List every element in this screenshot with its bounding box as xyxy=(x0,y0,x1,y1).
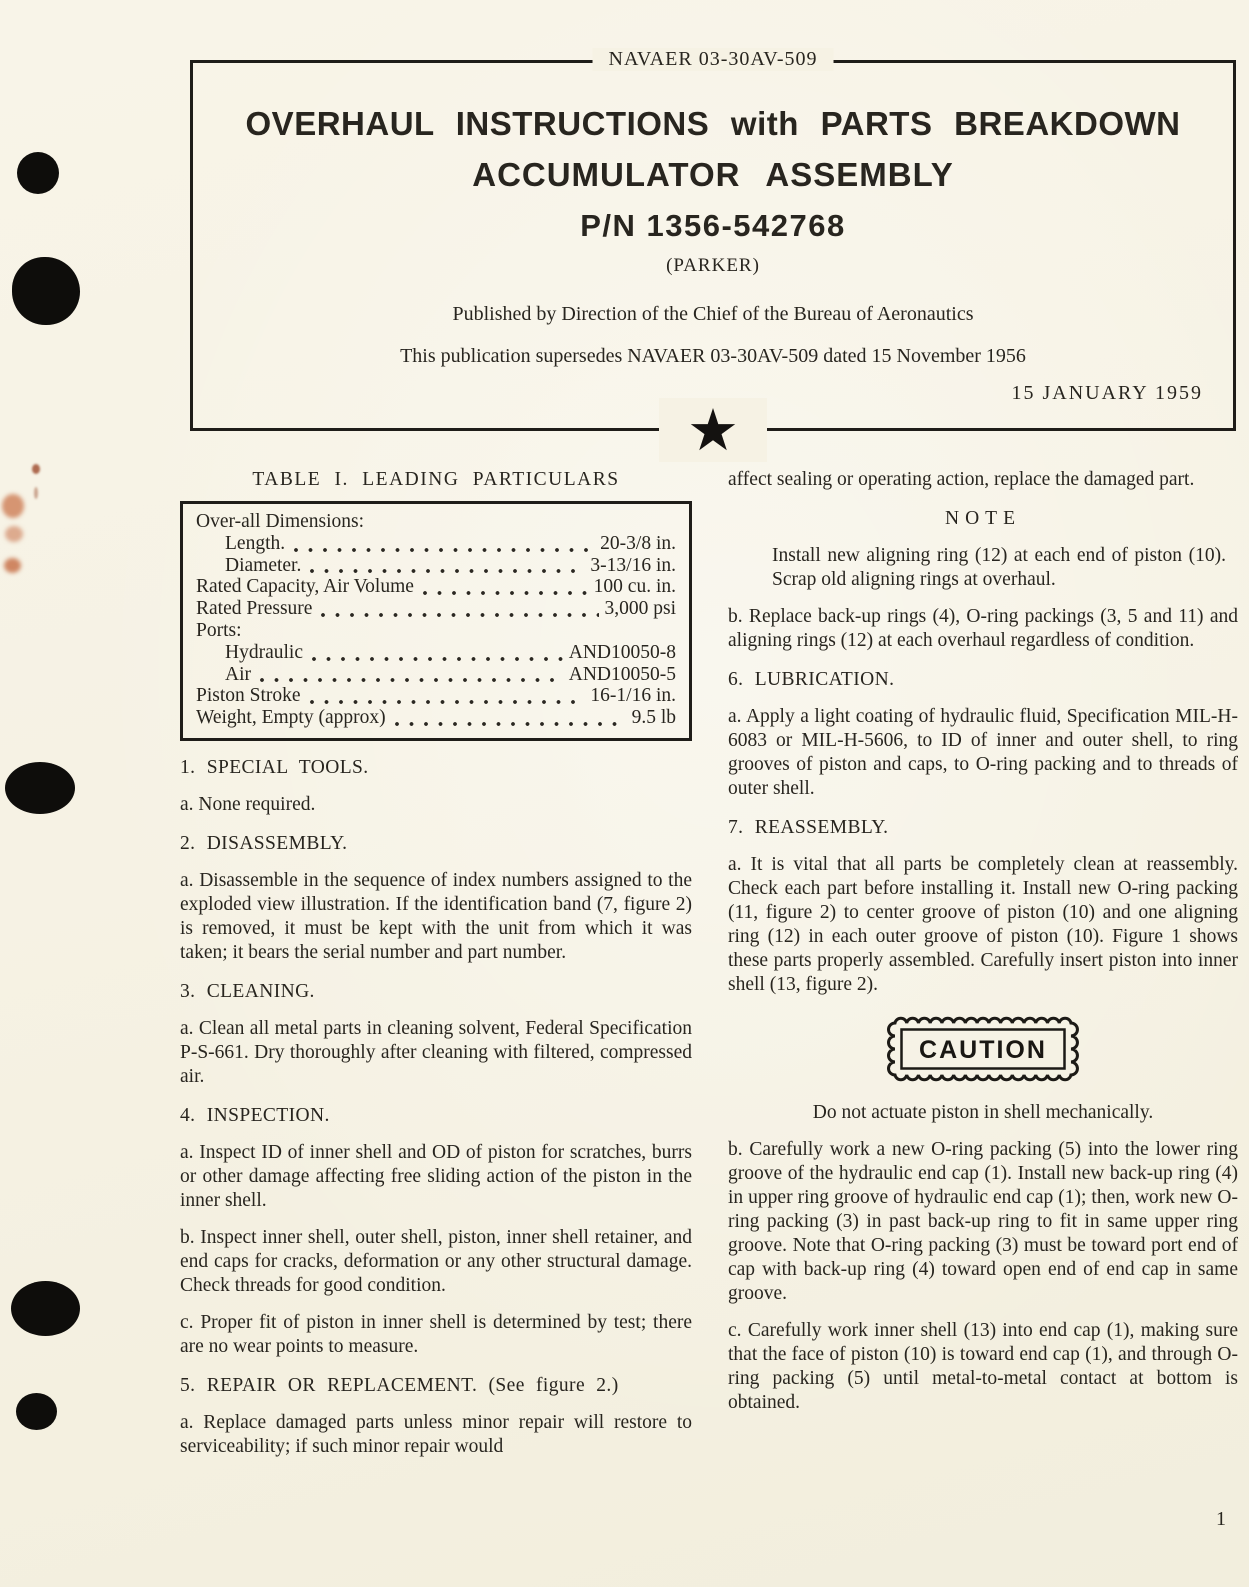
part-number: P/N 1356-542768 xyxy=(580,208,846,243)
table-row-value: 3-13/16 in. xyxy=(590,554,676,576)
dot-leader xyxy=(317,605,599,620)
table-row xyxy=(196,511,676,533)
leading-particulars-table xyxy=(180,501,692,741)
section-5-heading: 5. REPAIR OR REPLACEMENT. (See figure 2.) xyxy=(180,1374,619,1396)
binder-hole xyxy=(16,1393,57,1430)
table-row xyxy=(196,533,676,555)
caution-label: CAUTION xyxy=(919,1036,1047,1064)
table-row-label: Air xyxy=(225,663,251,685)
paper-stain xyxy=(5,526,23,542)
table-row xyxy=(196,707,676,729)
para-5a: a. Replace damaged parts unless minor repair will restore to serviceability; if such minor repair would xyxy=(180,1411,692,1457)
table-row-label: Hydraulic xyxy=(225,641,303,663)
para-7b: b. Carefully work a new O-ring packing (5) into the lower ring groove of the hydraulic end cap (1). Install new back-up ring (4) in upper ring groove of hydraulic end cap (1); then, work new O-ring packing (3) in past back-up ring to fit in same upper ring groove. Note that O-ring packing (3) must be toward port end of cap with back-up ring (4) toward open end of end cap in same groove. xyxy=(728,1139,1238,1304)
para-4c: c. Proper fit of piston in inner shell is determined by test; there are no wear points to measure. xyxy=(180,1311,692,1357)
para-3a: a. Clean all metal parts in cleaning solvent, Federal Specification P-S-661. Dry thoroughly after cleaning with filtered, compressed air. xyxy=(180,1017,692,1087)
table-row xyxy=(196,576,676,598)
table-row-value: 20-3/8 in. xyxy=(600,532,676,554)
table-row xyxy=(196,598,676,620)
title-block xyxy=(190,48,1236,464)
table-row xyxy=(196,620,676,642)
paper-stain xyxy=(32,464,40,474)
star-icon: ★ xyxy=(659,398,767,462)
table-row-value: AND10050-8 xyxy=(568,641,676,663)
supersedes-note: This publication supersedes NAVAER 03-30AV-509 dated 15 November 1956 xyxy=(400,345,1026,367)
table-row xyxy=(196,685,676,707)
para-7a: a. It is vital that all parts be completely clean at reassembly. Check each part before installing it. Install new O-ring packing (11, figure 2) to center groove of piston (10) and one aligning ring (12) in each outer groove of piston (10). Figure 1 shows these parts properly assembled. Carefully insert piston into inner shell (13, figure 2). xyxy=(728,854,1238,995)
paper-stain xyxy=(2,494,24,518)
dot-leader xyxy=(419,583,589,598)
binder-hole xyxy=(17,152,59,194)
binder-hole xyxy=(5,762,75,814)
para-5b: b. Replace back-up rings (4), O-ring packings (3, 5 and 11) and aligning rings (12) at each overhaul regardless of condition. xyxy=(728,606,1238,651)
right-column xyxy=(728,468,1238,1415)
table-row-value: 16-1/16 in. xyxy=(590,685,676,707)
para-5a-continued: affect sealing or operating action, replace the damaged part. xyxy=(728,469,1195,490)
binder-hole xyxy=(12,257,80,325)
para-4a: a. Inspect ID of inner shell and OD of piston for scratches, burrs or other damage affecting free sliding action of the piston in the inner shell. xyxy=(180,1141,692,1211)
published-by: Published by Direction of the Chief of the Bureau of Aeronautics xyxy=(452,303,974,325)
table-row-label: Rated Pressure xyxy=(196,598,313,620)
table-row xyxy=(196,555,676,577)
table-row-value: AND10050-5 xyxy=(568,663,676,685)
para-2a: a. Disassemble in the sequence of index numbers assigned to the exploded view illustration. If the identification band (7, figure 2) is removed, it must be kept with the unit from which it was taken; it bears the serial number and part number. xyxy=(180,869,692,963)
table-row-value: 100 cu. in. xyxy=(593,576,676,598)
table-row-value: 9.5 lb xyxy=(631,707,676,729)
title-line-2: ACCUMULATOR ASSEMBLY xyxy=(472,156,954,193)
section-4-heading: 4. INSPECTION. xyxy=(180,1104,330,1126)
section-3-heading: 3. CLEANING. xyxy=(180,980,315,1002)
table-row xyxy=(196,642,676,664)
caution-box xyxy=(887,1015,1079,1083)
table-row-label: Ports: xyxy=(196,619,242,641)
section-7-heading: 7. REASSEMBLY. xyxy=(728,817,889,838)
section-6-heading: 6. LUBRICATION. xyxy=(728,669,895,690)
table-row xyxy=(196,664,676,686)
publication-date: 15 JANUARY 1959 xyxy=(1011,382,1203,404)
dot-leader xyxy=(306,692,586,707)
caution-body: Do not actuate piston in shell mechanically. xyxy=(812,1102,1154,1123)
table-row-label: Piston Stroke xyxy=(196,685,301,707)
para-1a: a. None required. xyxy=(180,793,316,815)
doc-number: NAVAER 03-30AV-509 xyxy=(593,48,834,71)
paper-stain xyxy=(34,487,38,499)
note-heading: NOTE xyxy=(945,508,1021,529)
table-title: TABLE I. LEADING PARTICULARS xyxy=(252,469,620,490)
paper-stain xyxy=(4,558,21,573)
dot-leader xyxy=(290,540,595,555)
para-7c: c. Carefully work inner shell (13) into end cap (1), making sure that the face of piston (10) is toward end cap (1), and through O-ring packing (5) until metal-to-metal contact at bottom is obtained. xyxy=(728,1320,1238,1413)
table-row-label: Diameter. xyxy=(225,554,302,576)
table-row-value: 3,000 psi xyxy=(604,598,676,620)
title-line-1: OVERHAUL INSTRUCTIONS with PARTS BREAKDOWN xyxy=(245,105,1181,142)
table-row-label: Rated Capacity, Air Volume xyxy=(196,576,414,598)
section-2-heading: 2. DISASSEMBLY. xyxy=(180,832,348,854)
table-row-label: Weight, Empty (approx) xyxy=(196,707,386,729)
para-6a: a. Apply a light coating of hydraulic fluid, Specification MIL-H-6083 or MIL-H-5606, to ID of inner and outer shell, to ring grooves of piston and caps, to O-ring packing and to threads of outer shell. xyxy=(728,706,1238,799)
manufacturer: (PARKER) xyxy=(666,255,760,276)
binder-hole xyxy=(11,1281,80,1336)
dot-leader xyxy=(391,714,627,729)
table-row-label: Over-all Dimensions: xyxy=(196,511,365,532)
section-1-heading: 1. SPECIAL TOOLS. xyxy=(180,756,369,778)
note-body: Install new aligning ring (12) at each end of piston (10). Scrap old aligning rings at overhaul. xyxy=(772,545,1226,590)
page-number: 1 xyxy=(1216,1508,1226,1530)
dot-leader xyxy=(306,561,585,576)
dot-leader xyxy=(308,649,564,664)
table-row-label: Length. xyxy=(225,532,286,554)
dot-leader xyxy=(256,670,564,685)
left-column xyxy=(180,468,692,1459)
para-4b: b. Inspect inner shell, outer shell, piston, inner shell retainer, and end caps for cracks, deformation or any other structural damage. Check threads for good condition. xyxy=(180,1226,692,1296)
